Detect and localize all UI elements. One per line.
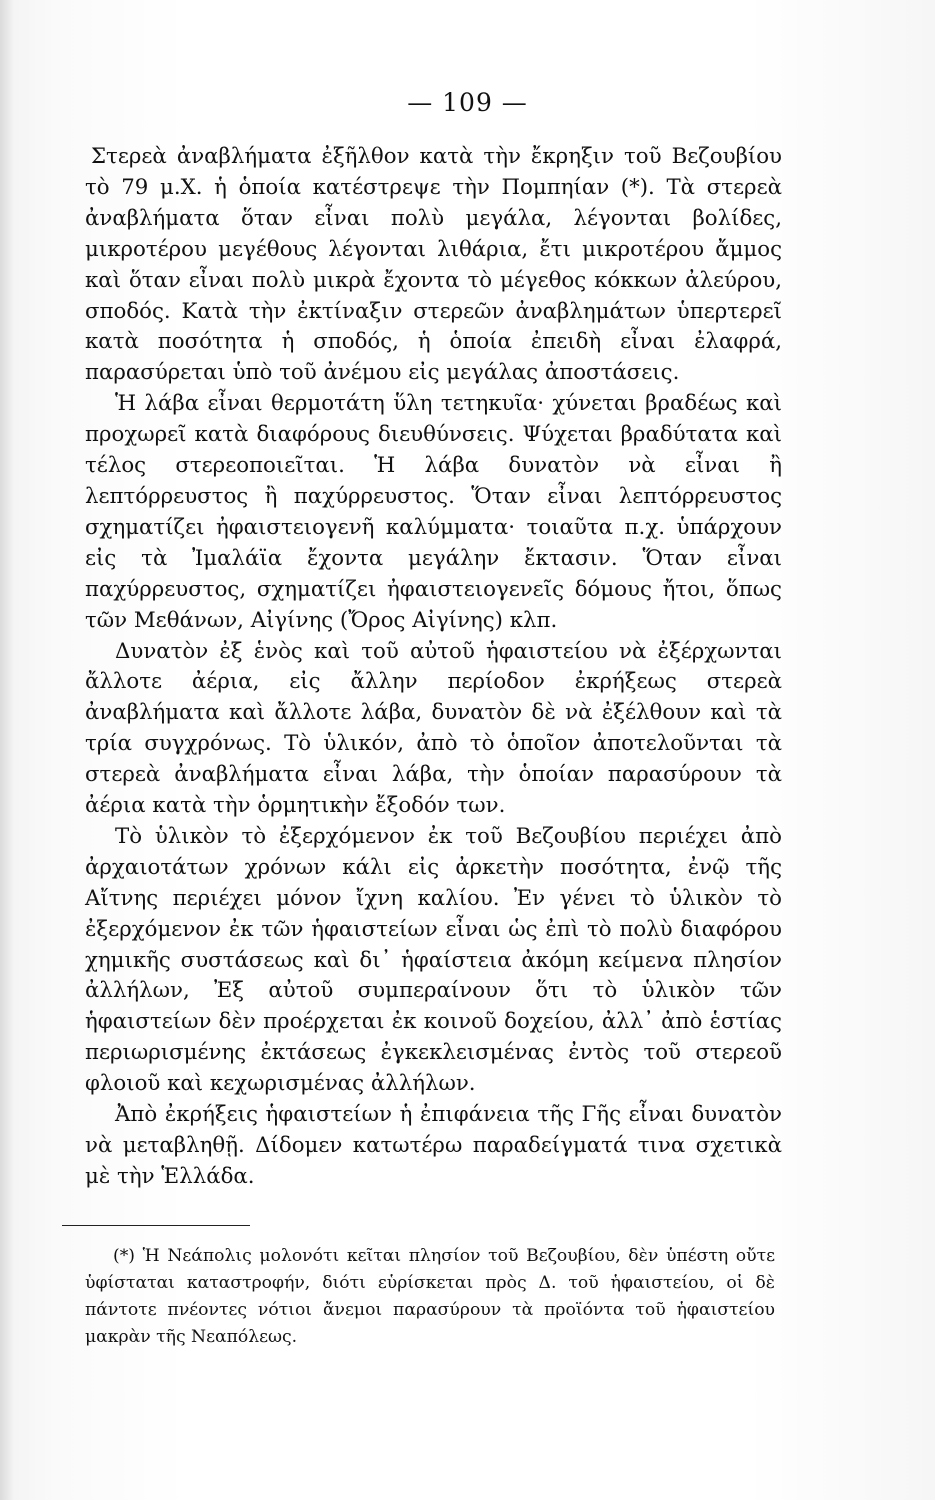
body-text <box>85 142 782 1193</box>
paragraph-greece-examples: Ἀπὸ ἐκρήξεις ἡφαιστείων ἡ ἐπιφάνεια τῆς Γῆς εἶναι δυνατὸν νὰ μεταβληθῇ. Δίδομεν κατωτέρω παραδείγματά τινα σχετικὰ μὲ τὴν Ἑλλάδα. <box>85 1102 782 1189</box>
paragraph-solid-ejecta: Στερεὰ ἀναβλήματα ἐξῆλθον κατὰ τὴν ἔκρηξιν τοῦ Βεζουβίου τὸ 79 μ.Χ. ἡ ὁποία κατέστρεψε τὴν Πομπηίαν (*). Τὰ στερεὰ ἀναβλήματα ὅταν εἶναι πολὺ μεγάλα, λέγονται βολίδες, μικροτέρου μεγέθους λέγονται λιθάρια, ἔτι μικροτέρου ἄμμος καὶ ὅταν εἶναι πολὺ μικρὰ ἔχοντα τὸ μέγεθος κόκκων ἀλεύρου, σποδός. Κατὰ τὴν ἐκτίναξιν στερεῶν ἀναβλημάτων ὑπερτερεῖ κατὰ ποσότητα ἡ σποδός, ἡ ὁποία ἐπειδὴ εἶναι ἐλαφρά, παρασύρεται ὑπὸ τοῦ ἀνέμου εἰς μεγάλας ἀποστάσεις. <box>85 144 782 386</box>
paragraph-lava: Ἡ λάβα εἶναι θερμοτάτη ὕλη τετηκυῖα· χύνεται βραδέως καὶ προχωρεῖ κατὰ διαφόρους διευθύνσεις. Ψύχεται βραδύτατα καὶ τέλος στερεοποιεῖται. Ἡ λάβα δυνατὸν νὰ εἶναι ἢ λεπτόρρευστος ἢ παχύρρευστος. Ὅταν εἶναι λεπτόρρευστος σχηματίζει ἠφαιστειογενῆ καλύμματα· τοιαῦτα π.χ. ὑπάρχουν εἰς τὰ Ἰμαλάϊα ἔχοντα μεγάλην ἔκτασιν. Ὅταν εἶναι παχύρρευστος, σχηματίζει ἠφαιστειογενεῖς δόμους ἤτοι, ὅπως τῶν Μεθάνων, Αἰγίνης (Ὄρος Αἰγίνης) κλπ. <box>85 391 782 633</box>
paragraph-eruption-products: Δυνατὸν ἐξ ἑνὸς καὶ τοῦ αὐτοῦ ἡφαιστείου νὰ ἐξέρχωνται ἄλλοτε ἀέρια, εἰς ἄλλην περίοδον ἐκρήξεως στερεὰ ἀναβλήματα καὶ ἄλλοτε λάβα, δυνατὸν δὲ νὰ ἐξέλθουν καὶ τὰ τρία συγχρόνως. Τὸ ὑλικόν, ἀπὸ τὸ ὁποῖον ἀποτελοῦνται τὰ στερεὰ ἀναβλήματα εἶναι λάβα, τὴν ὁποίαν παρασύρουν τὰ ἀέρια κατὰ τὴν ὁρμητικὴν ἔξοδόν των. <box>85 638 782 819</box>
footnote-divider <box>62 1225 250 1226</box>
page-number: — 109 — <box>407 88 528 117</box>
footnote: (*) Ἡ Νεάπολις μολονότι κεῖται πλησίον τοῦ Βεζουβίου, δὲν ὑπέστη οὔτε ὑφίσταται καταστροφήν, διότι εὑρίσκεται πρὸς Δ. τοῦ ἡφαιστείου, οἱ δὲ πάντοτε πνέοντες νότιοι ἄνεμοι παρασύρουν τὰ προϊόντα τοῦ ἡφαιστείου μακρὰν τῆς Νεαπόλεως. <box>85 1246 775 1347</box>
paragraph-volcanic-material: Τὸ ὑλικὸν τὸ ἐξερχόμενον ἐκ τοῦ Βεζουβίου περιέχει ἀπὸ ἀρχαιοτάτων χρόνων κάλι εἰς ἀρκετὴν ποσότητα, ἐνῷ τῆς Αἴτνης περιέχει μόνον ἴχνη καλίου. Ἐν γένει τὸ ὑλικὸν τὸ ἐξερχόμενον ἐκ τῶν ἡφαιστείων εἶναι ὡς ἐπὶ τὸ πολὺ διαφόρου χημικῆς συστάσεως καὶ δι᾽ ἡφαίστεια ἀκόμη κείμενα πλησίον ἀλλήλων, Ἐξ αὐτοῦ συμπεραίνουν ὅτι τὸ ὑλικὸν τῶν ἡφαιστείων δὲν προέρχεται ἐκ κοινοῦ δοχείου, ἀλλ᾽ ἀπὸ ἑστίας περιωρισμένης ἐκτάσεως ἐγκεκλεισμένας ἐντὸς τοῦ στερεοῦ φλοιοῦ καὶ κεχωρισμένας ἀλλήλων. <box>85 823 782 1097</box>
page-edge-shadow <box>0 0 14 1500</box>
